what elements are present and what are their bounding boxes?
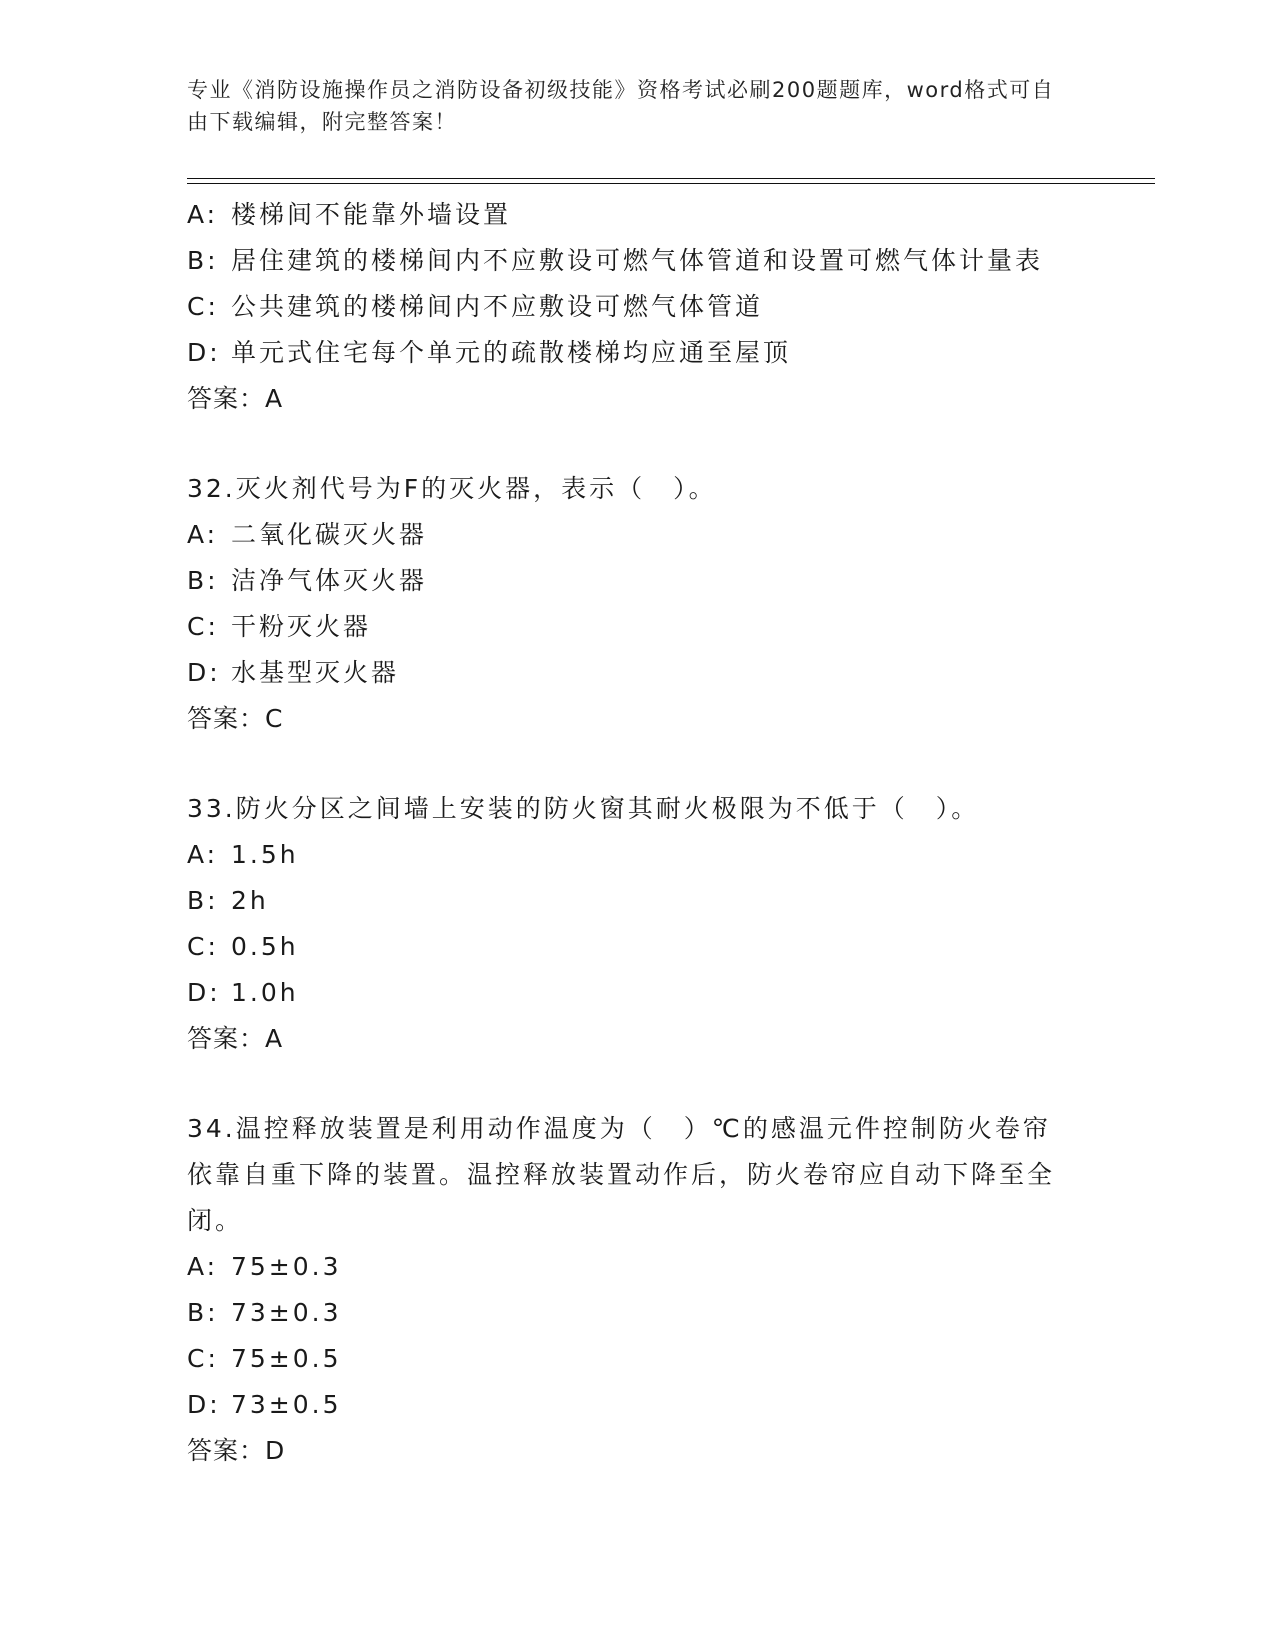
option-b	[187, 238, 1087, 284]
option-label: A:	[187, 840, 219, 869]
option-b	[187, 1290, 1087, 1336]
option-c	[187, 284, 1087, 330]
option-text: 0.5h	[231, 932, 299, 961]
option-label: A:	[187, 200, 219, 229]
question-text: 33.防火分区之间墙上安装的防火窗其耐火极限为不低于（ ）。	[187, 794, 980, 823]
option-d	[187, 330, 1087, 376]
header-rule-top	[187, 178, 1155, 179]
option-label: A:	[187, 520, 219, 549]
option-text: 73±0.3	[231, 1298, 342, 1327]
option-label: B:	[187, 246, 219, 275]
option-label: C:	[187, 932, 219, 961]
option-label: A:	[187, 1252, 219, 1281]
option-text: 二氧化碳灭火器	[231, 520, 428, 549]
option-d	[187, 1382, 1087, 1428]
option-b	[187, 558, 1087, 604]
option-text: 75±0.5	[231, 1344, 342, 1373]
option-label: D:	[187, 338, 221, 367]
question-block	[187, 192, 1087, 422]
answer-line: 答案：A	[187, 1024, 284, 1053]
spacer	[187, 422, 1087, 466]
option-label: B:	[187, 566, 219, 595]
option-label: D:	[187, 1390, 221, 1419]
option-text: 1.0h	[231, 978, 299, 1007]
question-block	[187, 786, 1087, 1062]
option-a	[187, 512, 1087, 558]
option-label: C:	[187, 292, 219, 321]
header-rule-bottom	[187, 183, 1155, 184]
option-c	[187, 1336, 1087, 1382]
option-b	[187, 878, 1087, 924]
spacer	[187, 1062, 1087, 1106]
document-header: 专业《消防设施操作员之消防设备初级技能》资格考试必刷200题题库，word格式可自由下载编辑，附完整答案！	[187, 78, 1055, 134]
option-a	[187, 1244, 1087, 1290]
question-text: 34.温控释放装置是利用动作温度为（ ）℃的感温元件控制防火卷帘依靠自重下降的装置。温控释放装置动作后，防火卷帘应自动下降至全闭。	[187, 1114, 1056, 1235]
option-label: C:	[187, 1344, 219, 1373]
option-c	[187, 604, 1087, 650]
answer-line: 答案：D	[187, 1436, 286, 1465]
question-text: 32.灭火剂代号为F的灭火器，表示（ ）。	[187, 474, 717, 503]
option-d	[187, 970, 1087, 1016]
option-c	[187, 924, 1087, 970]
question-list	[187, 192, 1087, 1474]
option-a	[187, 832, 1087, 878]
option-text: 2h	[231, 886, 269, 915]
option-text: 居住建筑的楼梯间内不应敷设可燃气体管道和设置可燃气体计量表	[231, 246, 1044, 275]
option-text: 75±0.3	[231, 1252, 342, 1281]
option-label: B:	[187, 1298, 219, 1327]
option-a	[187, 192, 1087, 238]
spacer	[187, 742, 1087, 786]
answer-line: 答案：C	[187, 704, 284, 733]
question-block	[187, 1106, 1087, 1474]
option-text: 公共建筑的楼梯间内不应敷设可燃气体管道	[231, 292, 764, 321]
option-text: 水基型灭火器	[231, 658, 400, 687]
option-label: C:	[187, 612, 219, 641]
option-text: 楼梯间不能靠外墙设置	[231, 200, 512, 229]
option-text: 洁净气体灭火器	[231, 566, 428, 595]
question-block	[187, 466, 1087, 742]
option-text: 73±0.5	[231, 1390, 342, 1419]
option-label: D:	[187, 658, 221, 687]
answer-line: 答案：A	[187, 384, 284, 413]
option-label: B:	[187, 886, 219, 915]
option-text: 1.5h	[231, 840, 299, 869]
option-text: 干粉灭火器	[231, 612, 372, 641]
option-text: 单元式住宅每个单元的疏散楼梯均应通至屋顶	[231, 338, 792, 367]
option-label: D:	[187, 978, 221, 1007]
option-d	[187, 650, 1087, 696]
